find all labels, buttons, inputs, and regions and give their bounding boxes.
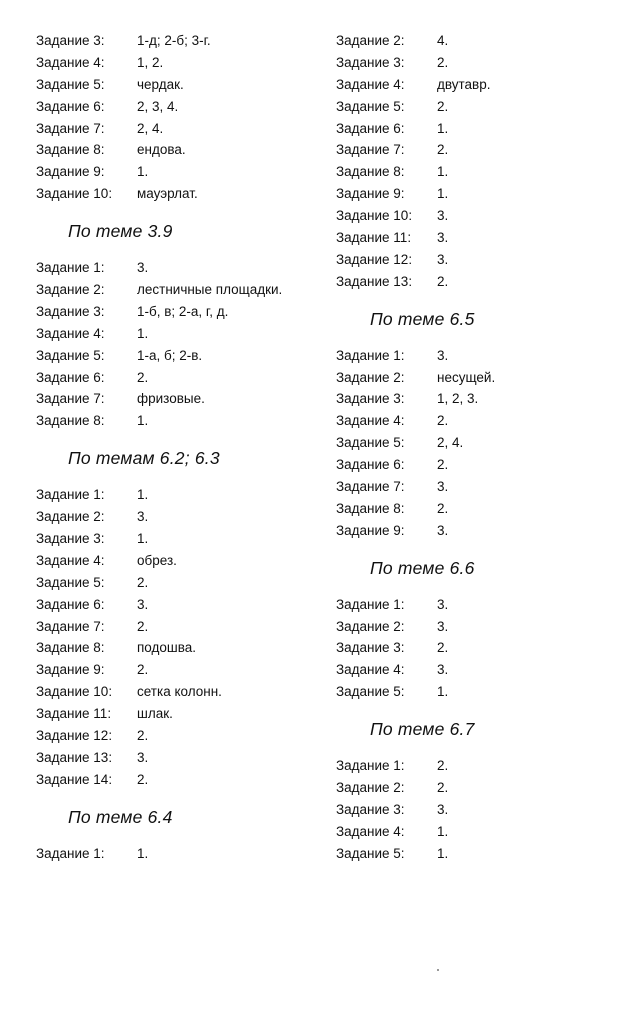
task-label: Задание 2: (336, 369, 405, 385)
task-label: Задание 7: (336, 479, 405, 495)
task-label: Задание 1: (36, 845, 105, 861)
task-label: Задание 8: (36, 640, 105, 656)
task-answer: 2. (437, 413, 449, 429)
answer-row (336, 821, 616, 843)
task-label: Задание 3: (336, 640, 405, 656)
task-answer: 2. (137, 369, 149, 385)
answer-row (336, 432, 616, 454)
answer-row (36, 594, 316, 616)
task-answer: 1. (437, 845, 449, 861)
answer-row (336, 271, 616, 293)
answer-row (336, 777, 616, 799)
task-answer: 3. (437, 251, 449, 267)
task-answer: 1. (137, 487, 149, 503)
task-answer: 1. (137, 531, 149, 547)
answer-row (336, 498, 616, 520)
answer-row (36, 703, 316, 725)
answer-row (36, 30, 316, 52)
answer-row (36, 345, 316, 367)
answer-row (36, 484, 316, 506)
answer-row (336, 139, 616, 161)
task-answer: 2. (437, 500, 449, 516)
task-answer: мауэрлат. (137, 186, 198, 202)
answer-row (36, 96, 316, 118)
answer-row (36, 52, 316, 74)
task-answer: 2, 3, 4. (137, 98, 179, 114)
task-answer: 3. (437, 618, 449, 634)
task-label: Задание 4: (336, 413, 405, 429)
answer-row (336, 52, 616, 74)
task-label: Задание 4: (36, 552, 105, 568)
answer-row (36, 74, 316, 96)
task-label: Задание 2: (336, 618, 405, 634)
task-answer: шлак. (137, 706, 173, 722)
task-label: Задание 5: (36, 76, 105, 92)
task-answer: 3. (437, 479, 449, 495)
task-answer: 2. (437, 457, 449, 473)
task-label: Задание 7: (36, 120, 105, 136)
task-label: Задание 9: (36, 164, 105, 180)
task-label: Задание 3: (36, 303, 105, 319)
task-label: Задание 1: (36, 260, 105, 276)
task-answer: лестничные площадки. (137, 282, 283, 298)
task-label: Задание 6: (336, 457, 405, 473)
task-label: Задание 5: (336, 684, 405, 700)
answer-row (336, 476, 616, 498)
answer-row (336, 681, 616, 703)
task-label: Задание 7: (36, 391, 105, 407)
answer-row (336, 659, 616, 681)
task-label: Задание 8: (336, 164, 405, 180)
task-label: Задание 6: (36, 98, 105, 114)
section-heading: По теме 6.6 (370, 557, 475, 578)
task-answer: 1. (437, 164, 449, 180)
task-label: Задание 3: (36, 531, 105, 547)
task-answer: 3. (137, 596, 149, 612)
task-answer: 2. (437, 142, 449, 158)
task-label: Задание 6: (36, 596, 105, 612)
task-answer: 2. (437, 640, 449, 656)
task-answer: 3. (437, 662, 449, 678)
task-label: Задание 10: (36, 186, 113, 202)
answer-row (336, 799, 616, 821)
task-label: Задание 9: (336, 186, 405, 202)
task-answer: 2. (137, 662, 149, 678)
answer-row (336, 367, 616, 389)
task-label: Задание 10: (336, 208, 413, 224)
task-label: Задание 3: (336, 54, 405, 70)
task-label: Задание 8: (336, 500, 405, 516)
answer-row (336, 843, 616, 865)
scan-speck (437, 969, 439, 971)
task-answer: 3. (437, 347, 449, 363)
answer-row (36, 747, 316, 769)
task-answer: несущей. (437, 369, 496, 385)
section-heading: По темам 6.2; 6.3 (68, 448, 220, 469)
task-label: Задание 5: (36, 347, 105, 363)
task-answer: 1. (437, 186, 449, 202)
answer-row (336, 205, 616, 227)
task-label: Задание 1: (336, 758, 405, 774)
task-answer: 2, 4. (137, 120, 164, 136)
task-label: Задание 12: (36, 728, 113, 744)
answer-row (336, 454, 616, 476)
task-answer: 3. (437, 230, 449, 246)
answer-row (336, 520, 616, 542)
task-answer: 2, 4. (437, 435, 464, 451)
task-label: Задание 1: (336, 596, 405, 612)
task-label: Задание 7: (36, 618, 105, 634)
task-label: Задание 13: (36, 749, 113, 765)
task-label: Задание 6: (36, 369, 105, 385)
section-heading: По теме 3.9 (68, 221, 173, 242)
task-label: Задание 8: (36, 142, 105, 158)
task-answer: 2. (137, 771, 149, 787)
task-label: Задание 9: (336, 522, 405, 538)
answer-row (36, 681, 316, 703)
task-label: Задание 5: (336, 98, 405, 114)
task-answer: сетка колонн. (137, 684, 222, 700)
answer-row (336, 183, 616, 205)
answer-row (36, 257, 316, 279)
task-label: Задание 1: (336, 347, 405, 363)
answer-row (36, 367, 316, 389)
answer-row (336, 161, 616, 183)
task-label: Задание 4: (36, 325, 105, 341)
task-answer: подошва. (137, 640, 197, 656)
task-answer: 1. (437, 120, 449, 136)
task-answer: фризовые. (137, 391, 205, 407)
task-answer: 2. (437, 54, 449, 70)
task-answer: 2. (437, 758, 449, 774)
answer-row (36, 506, 316, 528)
task-label: Задание 12: (336, 251, 413, 267)
task-label: Задание 3: (336, 391, 405, 407)
task-answer: 2. (137, 574, 149, 590)
answer-row (36, 161, 316, 183)
task-label: Задание 5: (36, 574, 105, 590)
answer-row (36, 659, 316, 681)
task-answer: 1. (137, 325, 149, 341)
answer-row (336, 637, 616, 659)
task-label: Задание 4: (336, 76, 405, 92)
answer-row (336, 74, 616, 96)
task-label: Задание 8: (36, 413, 105, 429)
task-answer: 1. (437, 684, 449, 700)
task-answer: 3. (137, 260, 149, 276)
answer-row (36, 528, 316, 550)
answer-row (36, 323, 316, 345)
task-answer: чердак. (137, 76, 184, 92)
task-answer: 4. (437, 33, 449, 48)
answer-row (36, 301, 316, 323)
task-label: Задание 5: (336, 435, 405, 451)
task-answer: 2. (137, 728, 149, 744)
task-label: Задание 11: (36, 706, 112, 722)
task-answer: 3. (437, 522, 449, 538)
task-answer: 3. (137, 509, 149, 525)
task-label: Задание 11: (336, 230, 412, 246)
task-answer: 1. (137, 164, 149, 180)
task-label: Задание 10: (36, 684, 113, 700)
task-label: Задание 9: (36, 662, 105, 678)
answer-row (36, 637, 316, 659)
answer-row (36, 388, 316, 410)
task-label: Задание 5: (336, 845, 405, 861)
answer-row (36, 725, 316, 747)
answer-row (336, 96, 616, 118)
task-answer: двутавр. (437, 76, 491, 92)
task-answer: обрез. (137, 552, 177, 568)
task-answer: 1. (137, 413, 149, 429)
section-heading: По теме 6.5 (370, 308, 475, 329)
right-column (336, 30, 616, 865)
task-label: Задание 3: (336, 801, 405, 817)
answer-row (336, 388, 616, 410)
task-answer: 3. (437, 208, 449, 224)
task-label: Задание 4: (336, 662, 405, 678)
task-label: Задание 4: (36, 54, 105, 70)
answer-row (36, 769, 316, 791)
task-label: Задание 3: (36, 33, 105, 48)
task-answer: 1-а, б; 2-в. (137, 347, 203, 363)
task-label: Задание 13: (336, 273, 413, 289)
task-answer: 3. (437, 801, 449, 817)
answer-row (36, 410, 316, 432)
answer-row (336, 30, 616, 52)
task-answer: 3. (437, 596, 449, 612)
answer-row (336, 249, 616, 271)
task-answer: 1, 2. (137, 54, 164, 70)
task-label: Задание 2: (336, 780, 405, 796)
answer-row (36, 183, 316, 205)
task-answer: 1. (437, 823, 449, 839)
task-label: Задание 2: (336, 33, 405, 48)
task-answer: 2. (437, 780, 449, 796)
task-label: Задание 14: (36, 771, 113, 787)
task-label: Задание 2: (36, 509, 105, 525)
section-heading: По теме 6.7 (370, 719, 475, 740)
task-label: Задание 4: (336, 823, 405, 839)
answer-row (336, 616, 616, 638)
task-label: Задание 7: (336, 142, 405, 158)
answer-row (36, 550, 316, 572)
answer-row (336, 410, 616, 432)
section-heading: По теме 6.4 (68, 806, 173, 827)
task-answer: 3. (137, 749, 149, 765)
answer-row (36, 279, 316, 301)
task-answer: 1-б, в; 2-а, г, д. (137, 303, 229, 319)
answer-row (336, 755, 616, 777)
task-label: Задание 6: (336, 120, 405, 136)
task-answer: 2. (137, 618, 149, 634)
answer-row (36, 118, 316, 140)
task-label: Задание 2: (36, 282, 105, 298)
task-answer: ендова. (137, 142, 186, 158)
answer-row (336, 118, 616, 140)
task-answer: 2. (437, 273, 449, 289)
answer-row (36, 572, 316, 594)
answer-row (36, 139, 316, 161)
answer-row (36, 843, 316, 865)
task-label: Задание 1: (36, 487, 105, 503)
task-answer: 1. (137, 845, 149, 861)
answer-row (336, 345, 616, 367)
task-answer: 1, 2, 3. (437, 391, 479, 407)
task-answer: 1-д; 2-б; 3-г. (137, 33, 211, 48)
answer-row (336, 594, 616, 616)
left-column (36, 30, 316, 865)
answer-row (36, 616, 316, 638)
answer-row (336, 227, 616, 249)
task-answer: 2. (437, 98, 449, 114)
